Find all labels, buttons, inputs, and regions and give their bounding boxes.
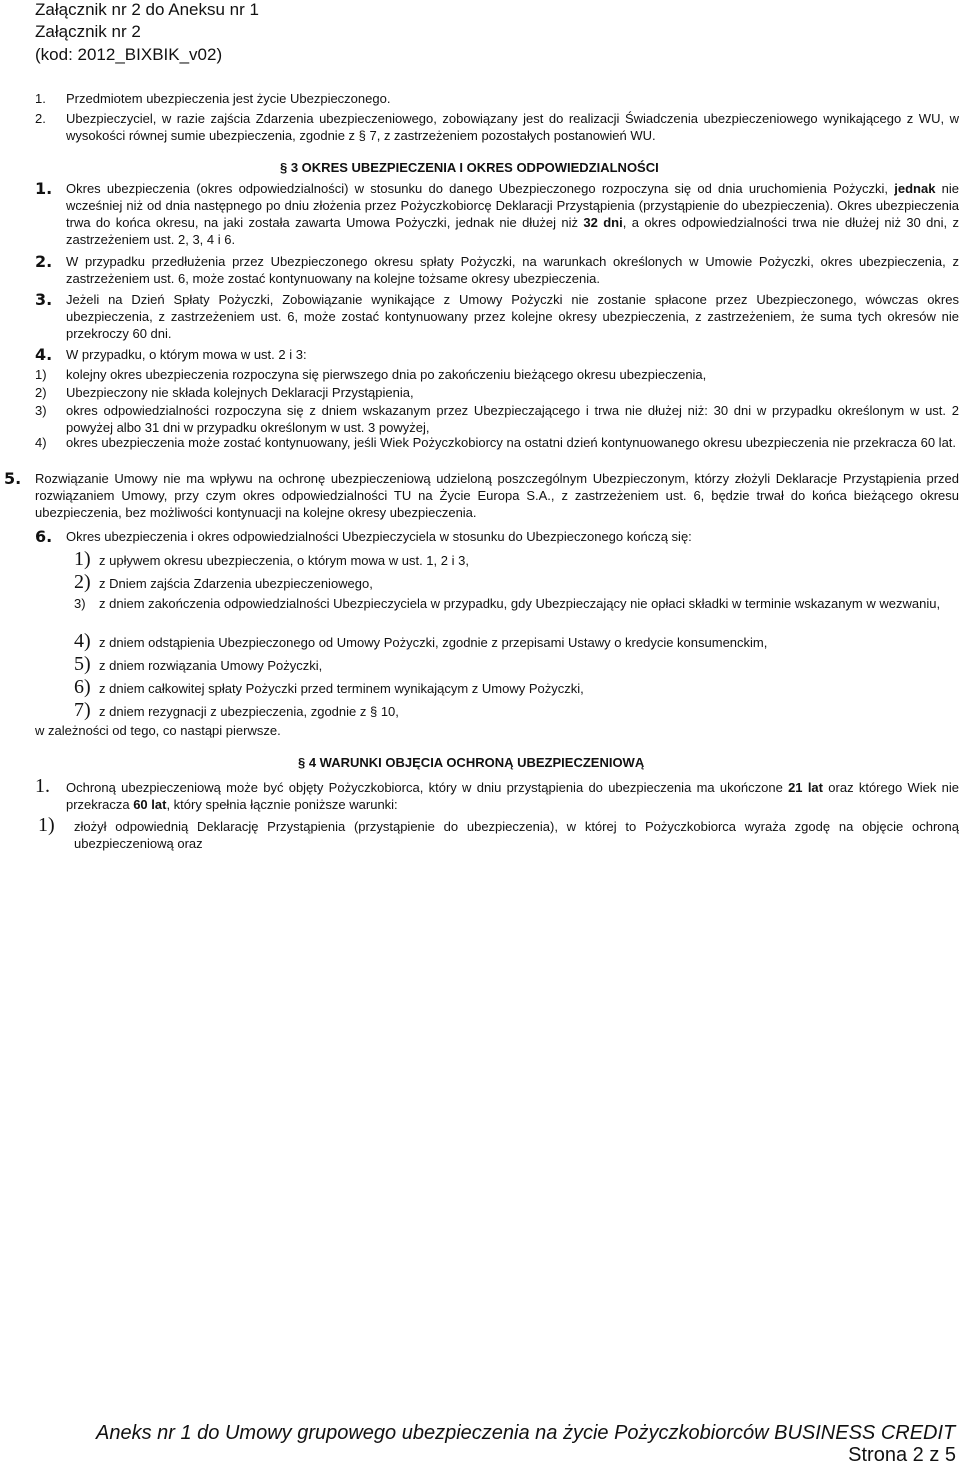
document-code: (kod: 2012_BIXBIK_v02) [35,45,223,64]
list-item: Ubezpieczony nie składa kolejnych Deklaracji Przystąpienia, [66,385,414,400]
list-number: 4) [35,435,47,450]
attachment-title: Załącznik nr 2 do Aneksu nr 1 [35,0,259,19]
list-item: z dniem zakończenia odpowiedzialności Ubezpieczyciela w przypadku, gdy Ubezpieczający nie opłaci składki w terminie wskazanym w wezwaniu, [99,596,941,611]
list-number: 3) [74,596,86,611]
intro-text [66,110,959,144]
list-number: 1) [35,367,47,382]
list-item: kolejny okres ubezpieczenia rozpoczyna się pierwszego dnia po zakończeniu bieżącego okresu ubezpieczenia, [66,367,707,382]
list-item: z upływem okresu ubezpieczenia, o którym mowa w ust. 1, 2 i 3, [99,553,469,568]
list-number: 1) [74,548,91,570]
paragraph-text: W przypadku, o którym mowa w ust. 2 i 3: [66,347,307,362]
list-number: 4) [74,630,91,652]
paragraph-number: 4. [35,345,53,364]
section-heading: § 3 OKRES UBEZPIECZENIA I OKRES ODPOWIEDZIALNOŚCI [280,160,659,175]
paragraph-number: 1. [35,179,53,198]
paragraph-number: 3. [35,290,53,309]
paragraph-text: Ochroną ubezpieczeniową może być objęty Pożyczkobiorca, który w dniu przystąpienia do ubezpieczenia ma ukończone 21 lat oraz którego Wiek nie przekracza 60 lat, który spełnia łącznie poniższe warunki: [66,780,959,812]
list-number: 7) [74,699,91,721]
list-number: 5) [74,653,91,675]
list-number: 3) [35,403,47,418]
footer-text: Aneks nr 1 do Umowy grupowego ubezpieczenia na życie Pożyczkobiorców BUSINESS CREDIT [96,1422,956,1444]
list-number: 2) [74,571,91,593]
page-number: Strona 2 z 5 [848,1444,956,1466]
list-number: 1) [38,814,55,836]
list-item: z dniem całkowitej spłaty Pożyczki przed terminem wynikającym z Umowy Pożyczki, [99,681,584,696]
list-item: z dniem rozwiązania Umowy Pożyczki, [99,658,323,673]
list-item: okres ubezpieczenia może zostać kontynuowany, jeśli Wiek Pożyczkobiorcy na ostatni dzień kontynuowanego okresu ubezpieczenia nie przekracza 60 lat. [66,435,957,450]
closing-text: w zależności od tego, co nastąpi pierwsze. [35,723,281,738]
paragraph-number: 6. [35,527,53,546]
section-heading: § 4 WARUNKI OBJĘCIA OCHRONĄ UBEZPIECZENIOWĄ [298,755,645,770]
list-item: z dniem odstąpienia Ubezpieczonego od Umowy Pożyczki, zgodnie z przepisami Ustawy o kredycie konsumenckim, [99,635,768,650]
paragraph-number: 2. [35,252,53,271]
paragraph-text: Okres ubezpieczenia (okres odpowiedzialności) w stosunku do danego Ubezpieczonego rozpoczyna się od dnia uruchomienia Pożyczki, jednak nie wcześniej niż od dnia następnego po dniu złożenia przez Pożyczkobiorcę Deklaracji Przystąpienia (przystąpienie do ubezpieczenia). Okres ubezpieczenia trwa do końca okresu, na jaki została zawarta Umowa Pożyczki, jednak nie dłużej niż 32 dni, a okres odpowiedzialności trwa nie dłużej niż 30 dni, z zastrzeżeniem ust. 2, 3, 4 i 6. [66,181,960,247]
list-item: okres odpowiedzialności rozpoczyna się z dniem wskazanym przez Ubezpieczającego i trwa nie dłużej niż: 30 dni w przypadku określonym w ust. 2 powyżej albo 31 dni w przypadku określonym w ust. 3 powyżej, [66,403,959,435]
list-number: 2) [35,385,47,400]
list-item: z dniem rezygnacji z ubezpieczenia, zgodnie z § 10, [99,704,399,719]
attachment-subtitle: Załącznik nr 2 [35,22,141,41]
paragraph-text: Okres ubezpieczenia i okres odpowiedzialności Ubezpieczyciela w stosunku do Ubezpieczonego kończą się: [66,529,692,544]
paragraph-text: Rozwiązanie Umowy nie ma wpływu na ochronę ubezpieczeniową udzieloną poszczególnym Ubezpieczonym, którzy złożyli Deklaracje Przystąpienia przed rozwiązaniem Umowy, przy czym okres odpowiedzialności TU na Życie Europa S.A., z zastrzeżeniem ust. 6, będzie trwał do końca bieżącego okresu ubezpieczenia, bez możliwości kontynuacji na kolejne okresy ubezpieczenia. [35,471,959,520]
intro-number: 2. [35,111,46,126]
paragraph-number: 5. [4,469,22,488]
intro-text-body: Ubezpieczyciel, w razie zajścia Zdarzenia ubezpieczeniowego, zobowiązany jest do realizacji Świadczenia ubezpieczeniowego wynikającego z WU, w wysokości równej sumie ubezpieczenia, zgodnie z § 7, z zastrzeżeniem pozostałych postanowień WU. [66,111,959,143]
paragraph-text: W przypadku przedłużenia przez Ubezpieczonego okresu spłaty Pożyczki, na warunkach określonych w Umowie Pożyczki, okres ubezpieczenia, z zastrzeżeniem ust. 6, może zostać kontynuowany na kolejne tożsame okresy ubezpieczenia. [66,254,959,286]
paragraph-number: 1. [35,775,50,797]
intro-number: 1. [35,91,46,106]
list-item: z Dniem zajścia Zdarzenia ubezpieczeniowego, [99,576,373,591]
list-item: złożył odpowiednią Deklarację Przystąpienia (przystąpienie do ubezpieczenia), w której to Pożyczkobiorca wyraża zgodę na objęcie ochroną ubezpieczeniową oraz [74,819,959,851]
list-number: 6) [74,676,91,698]
intro-text: Przedmiotem ubezpieczenia jest życie Ubezpieczonego. [66,91,391,106]
paragraph-text: Jeżeli na Dzień Spłaty Pożyczki, Zobowiązanie wynikające z Umowy Pożyczki nie zostanie spłacone przez Ubezpieczonego, wówczas okres ubezpieczenia, z zastrzeżeniem ust. 6, może zostać kontynuowany przez kolejne okresy ubezpieczenia, z zastrzeżeniem, że suma tych okresów nie przekroczy 60 dni. [66,292,959,341]
